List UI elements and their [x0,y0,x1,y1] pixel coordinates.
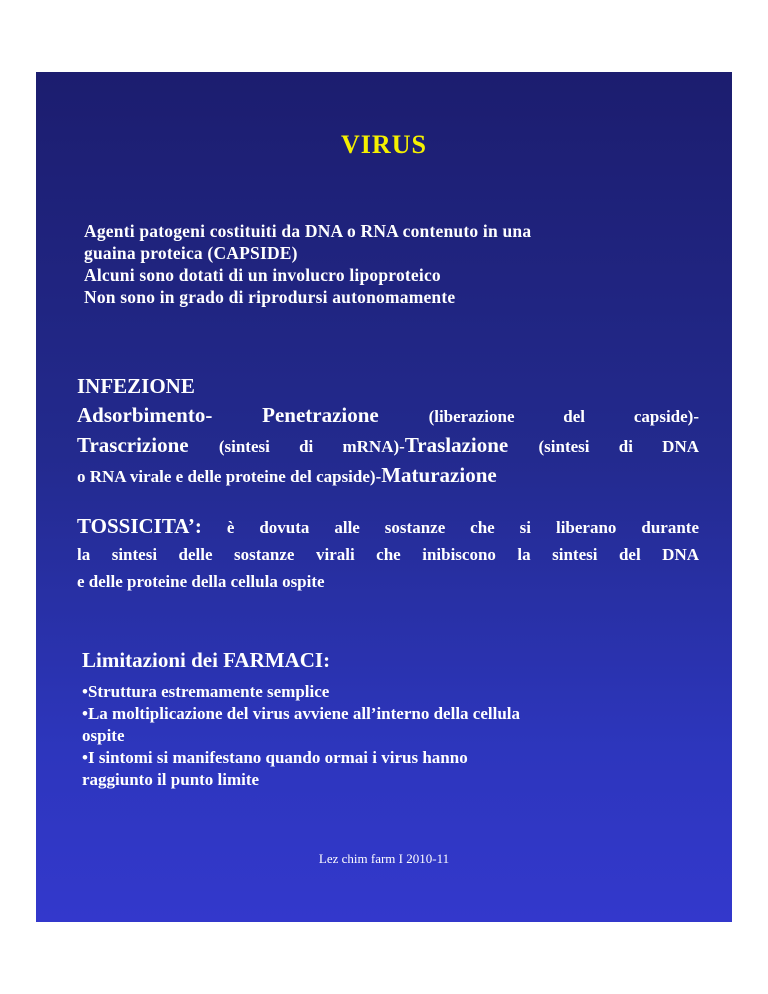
infezione-note: (sintesi di DNA [538,437,699,456]
infezione-heading: INFEZIONE [77,374,195,398]
infezione-note: (liberazione del capside)- [428,407,700,426]
infezione-step: Maturazione [381,463,497,487]
infezione-note: (sintesi di mRNA)- [218,437,405,456]
limitazioni-item [82,747,702,791]
infezione-line-2 [77,431,699,461]
tossicita-line-3: e delle proteine della cellula ospite [77,572,325,591]
limitazioni-item [82,703,702,747]
infezione-step: Trascrizione [77,433,189,457]
infezione-step: Traslazione [404,433,509,457]
infezione-line-1 [77,401,699,431]
tossicita-line-2: la sintesi delle sostanze virali che inibiscono la sintesi del DNA [77,545,699,564]
infezione-note: o RNA virale e delle proteine del capside)- [77,467,382,486]
limitazioni-block [82,645,702,791]
limitazioni-item-line: raggiunto il punto limite [82,770,260,789]
limitazioni-item-line: •I sintomi si manifestano quando ormai i virus hanno [82,748,468,767]
tossicita-text: è dovuta alle sostanze che si liberano durante [226,518,699,537]
intro-line: guaina proteica (CAPSIDE) [84,243,298,263]
slide-footer: Lez chim farm I 2010-11 [318,851,450,866]
limitazioni-item-line: •Struttura estremamente semplice [82,682,330,701]
slide [36,72,732,922]
intro-line: Agenti patogeni costituiti da DNA o RNA contenuto in una [84,221,532,241]
tossicita-heading: TOSSICITA’: [77,514,202,538]
infezione-step: Adsorbimento- Penetrazione [77,403,379,427]
infezione-line-3 [77,461,699,491]
slide-title: VIRUS [341,130,427,159]
limitazioni-heading: Limitazioni dei FARMACI: [82,648,331,672]
intro-line: Alcuni sono dotati di un involucro lipoproteico [84,265,441,285]
limitazioni-item [82,681,702,703]
intro-block [84,220,704,308]
infezione-block [77,372,699,491]
limitazioni-item-line: ospite [82,726,125,745]
limitazioni-item-line: •La moltiplicazione del virus avviene all’interno della cellula [82,704,521,723]
intro-line: Non sono in grado di riprodursi autonomamente [84,287,456,307]
tossicita-line-1 [77,513,699,541]
tossicita-block [77,513,699,595]
